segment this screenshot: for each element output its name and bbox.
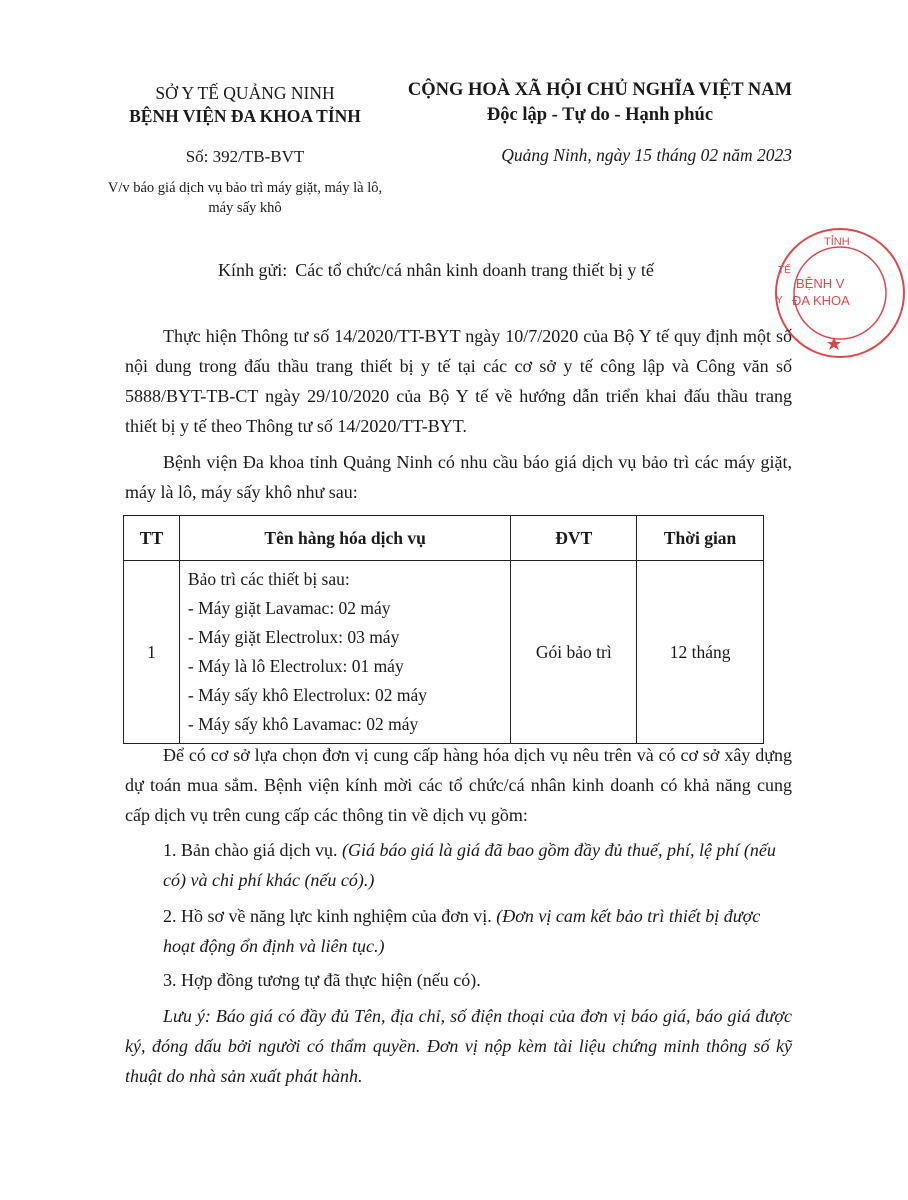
issuer-department: SỞ Y TẾ QUẢNG NINH bbox=[155, 83, 335, 103]
requirement-2-text: 2. Hồ sơ về năng lực kinh nghiệm của đơn vị. bbox=[163, 906, 492, 926]
subject-line-1: V/v báo giá dịch vụ bảo trì máy giặt, máy là lô, bbox=[107, 180, 383, 196]
list-item: - Máy sấy khô Lavamac: 02 máy bbox=[187, 714, 419, 734]
row-duration: 12 tháng bbox=[637, 561, 764, 744]
note-text: Lưu ý: Báo giá có đầy đủ Tên, địa chỉ, số điện thoại của đơn vị báo giá, báo giá được ký, đóng dấu bởi người có thẩm quyền. Đơn vị nộp kèm tài liệu chứng minh thông số kỹ thuật do nhà sản xuất phát hành. bbox=[125, 1006, 792, 1086]
header-service-name: Tên hàng hóa dịch vụ bbox=[179, 516, 510, 561]
paragraph-3-text: Để có cơ sở lựa chọn đơn vị cung cấp hàng hóa dịch vụ nêu trên và có cơ sở xây dựng dự toán mua sắm. Bệnh viện kính mời các tổ chức/cá nhân kinh doanh có khả năng cung cấp dịch vụ trên cung cấp các thông tin về dịch vụ gồm: bbox=[125, 745, 792, 825]
requirement-1-text: 1. Bản chào giá dịch vụ. bbox=[163, 840, 338, 860]
requirement-2 bbox=[163, 901, 793, 961]
nation-title: CỘNG HOÀ XÃ HỘI CHỦ NGHĨA VIỆT NAM bbox=[407, 80, 793, 100]
national-header bbox=[395, 78, 805, 128]
national-motto: Độc lập - Tự do - Hạnh phúc bbox=[486, 105, 714, 125]
table-header-row bbox=[124, 516, 764, 561]
paragraph-2-text: Bệnh viện Đa khoa tỉnh Quảng Ninh có nhu cầu báo giá dịch vụ bảo trì các máy giặt, máy là lô, máy sấy khô như sau: bbox=[125, 452, 792, 502]
seal-line-1: BỆNH V bbox=[796, 276, 845, 291]
list-item: - Máy giặt Lavamac: 02 máy bbox=[187, 598, 391, 618]
issuer-organization: BỆNH VIỆN ĐA KHOA TỈNH bbox=[129, 106, 361, 126]
seal-line-2: ĐA KHOA bbox=[792, 293, 850, 308]
header-duration: Thời gian bbox=[637, 516, 764, 561]
seal-side-te: TẾ bbox=[778, 265, 791, 276]
salutation-label: Kính gửi: bbox=[218, 260, 288, 280]
paragraph-request bbox=[125, 447, 792, 507]
seal-side-y: Y bbox=[776, 295, 783, 306]
salutation-recipient: Các tổ chức/cá nhân kinh doanh trang thiết bị y tế bbox=[295, 260, 654, 280]
header-unit: ĐVT bbox=[511, 516, 637, 561]
row-unit: Gói bảo trì bbox=[511, 561, 637, 744]
paragraph-legal-basis bbox=[125, 321, 792, 441]
requirement-1 bbox=[163, 835, 793, 895]
row-items bbox=[179, 561, 510, 744]
list-item: Bảo trì các thiết bị sau: bbox=[187, 569, 350, 589]
subject-line-2: máy sấy khô bbox=[208, 200, 282, 216]
table-row bbox=[124, 561, 764, 744]
seal-ring-text: TỈNH bbox=[824, 236, 850, 248]
issuer-block bbox=[95, 82, 395, 128]
requirement-3-text: 3. Hợp đồng tương tự đã thực hiện (nếu có). bbox=[163, 970, 481, 990]
requirement-1-note: (Giá báo giá là giá đã bao gồm đầy đủ thuế, phí, lệ phí (nếu có) và chi phí khác (nếu có).) bbox=[163, 840, 776, 890]
paragraph-1-text: Thực hiện Thông tư số 14/2020/TT-BYT ngày 10/7/2020 của Bộ Y tế quy định một số nội dung trong đấu thầu trang thiết bị y tế tại các cơ sở y tế công lập và Công văn số 5888/BYT-TB-CT ngày 29/10/2020 của Bộ Y tế về hướng dẫn triển khai đấu thầu trang thiết bị y tế theo Thông tư số 14/2020/TT-BYT. bbox=[125, 326, 792, 436]
issue-date: Quảng Ninh, ngày 15 tháng 02 năm 2023 bbox=[501, 145, 792, 165]
note-block bbox=[125, 1001, 792, 1091]
document-subject bbox=[85, 178, 405, 218]
requirement-3 bbox=[163, 965, 793, 995]
document-number: Số: 392/TB-BVT bbox=[185, 147, 305, 166]
list-item: - Máy là lô Electrolux: 01 máy bbox=[187, 656, 404, 676]
paragraph-invitation bbox=[125, 740, 792, 830]
row-tt: 1 bbox=[124, 561, 180, 744]
official-seal bbox=[772, 225, 908, 361]
list-item: - Máy sấy khô Electrolux: 02 máy bbox=[187, 685, 428, 705]
salutation bbox=[218, 260, 654, 281]
service-table bbox=[123, 515, 764, 744]
requirement-2-note: (Đơn vị cam kết bảo trì thiết bị được hoạt động ổn định và liên tục.) bbox=[163, 906, 761, 956]
header-tt: TT bbox=[124, 516, 180, 561]
list-item: - Máy giặt Electrolux: 03 máy bbox=[187, 627, 400, 647]
